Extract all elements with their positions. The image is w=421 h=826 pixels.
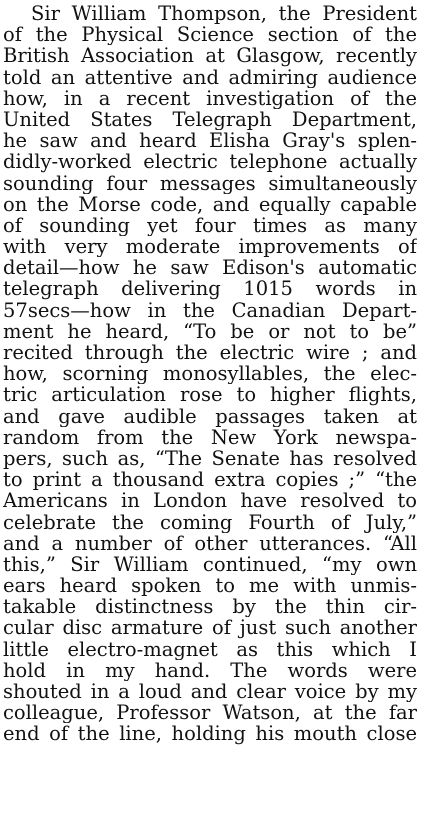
text-line: this,” Sir William continued, “my own	[3, 553, 417, 576]
text-line: cular disc armature of just such another	[3, 617, 417, 639]
text-line: with very moderate improvements of	[3, 236, 417, 258]
text-line: shouted in a loud and clear voice by my	[3, 681, 417, 703]
text-line: ment he heard, “To be or not to be”	[3, 320, 417, 342]
text-line: on the Morse code, and equally capable	[3, 193, 417, 215]
text-line: he saw and heard Elisha Gray's splen-	[3, 130, 417, 152]
text-line: Americans in London have resolved to	[3, 490, 417, 512]
text-line: ears heard spoken to me with unmis-	[3, 575, 417, 597]
text-line: to print a thousand extra copies ;” “the	[3, 469, 417, 491]
text-line: told an attentive and admiring audience	[3, 66, 417, 88]
text-line: detail—how he saw Edison's automatic	[3, 257, 417, 279]
text-line: of the Physical Science section of the	[3, 24, 417, 46]
text-line: little electro-magnet as this which I	[3, 638, 417, 660]
text-line: didly-worked electric telephone actually	[3, 151, 417, 173]
text-line: and gave audible passages taken at	[3, 405, 417, 427]
text-line: sounding four messages simultaneously	[3, 172, 417, 194]
text-line: of sounding yet four times as many	[3, 214, 417, 237]
text-line: takable distinctness by the thin cir-	[3, 596, 417, 618]
text-line: random from the New York newspa-	[3, 426, 417, 448]
text-line: how, in a recent investigation of the	[3, 87, 417, 109]
text-line: telegraph delivering 1015 words in	[3, 278, 417, 300]
text-line: 57secs—how in the Canadian Depart-	[3, 299, 417, 321]
text-line: tric articulation rose to higher flights,	[3, 384, 417, 406]
text-line: colleague, Professor Watson, at the far	[3, 702, 417, 724]
text-line: celebrate the coming Fourth of July,”	[3, 511, 417, 533]
text-line: and a number of other utterances. “All	[3, 532, 417, 554]
text-line: Sir William Thompson, the President	[31, 3, 417, 25]
text-line: recited through the electric wire ; and	[3, 342, 417, 364]
text-line: United States Telegraph Department,	[3, 108, 417, 131]
text-line: how, scorning monosyllables, the elec-	[3, 363, 417, 385]
text-line: British Association at Glasgow, recently	[3, 45, 417, 67]
text-line: hold in my hand. The words were	[3, 659, 417, 681]
text-line: end of the line, holding his mouth close	[3, 723, 417, 745]
text-line: pers, such as, “The Senate has resolved	[3, 447, 417, 470]
